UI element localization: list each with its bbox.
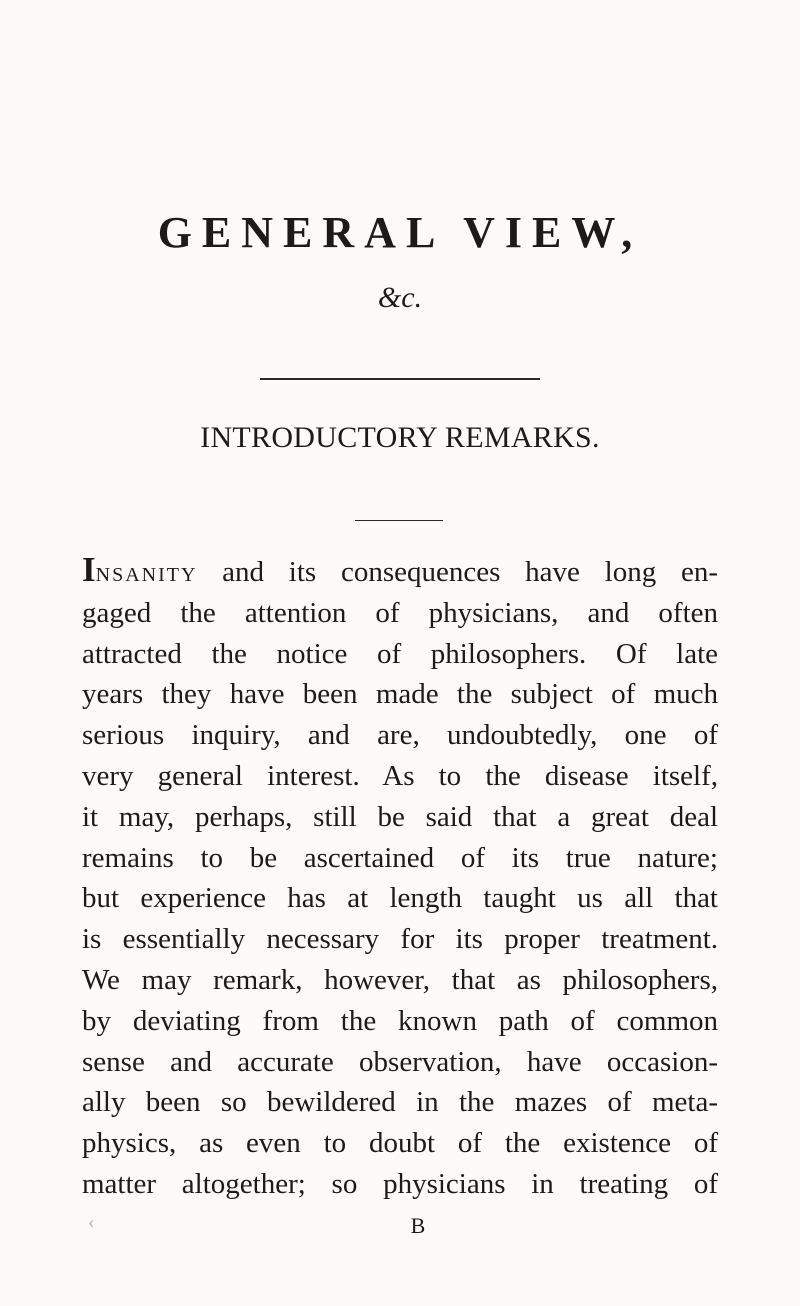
divider-rule	[260, 378, 540, 380]
ink-smudge: ‹	[88, 1211, 95, 1233]
drop-capital: I	[82, 550, 96, 589]
paragraph-line: but experience has at length taught us all that	[82, 882, 718, 915]
paragraph-line: remains to be ascertained of its true nature;	[82, 841, 718, 874]
page-subtitle: &c.	[377, 281, 423, 314]
paragraph-line: very general interest. As to the disease itself,	[82, 759, 718, 792]
paragraph-line: years they have been made the subject of much	[82, 678, 718, 711]
paragraph-line: attracted the notice of philosophers. Of late	[82, 637, 718, 670]
paragraph-line: sense and accurate observation, have occasion-	[82, 1045, 718, 1078]
page-title: GENERAL VIEW,	[157, 208, 643, 257]
small-caps-word: nsanity	[95, 556, 198, 588]
paragraph-line: physics, as even to doubt of the existence of	[82, 1127, 718, 1160]
section-heading: INTRODUCTORY REMARKS.	[200, 421, 600, 454]
paragraph-line: matter altogether; so physicians in treating of	[82, 1167, 718, 1200]
paragraph-line: We may remark, however, that as philosophers,	[82, 963, 718, 996]
body-paragraph	[82, 550, 718, 1205]
paragraph-line: is essentially necessary for its proper treatment.	[82, 923, 718, 956]
paragraph-line	[82, 550, 718, 593]
paragraph-line: serious inquiry, and are, undoubtedly, one of	[82, 719, 718, 752]
paragraph-line: gaged the attention of physicians, and often	[82, 596, 718, 629]
paragraph-line: it may, perhaps, still be said that a great deal	[82, 800, 718, 833]
paragraph-line: ally been so bewildered in the mazes of meta-	[82, 1086, 718, 1119]
short-divider-rule	[355, 520, 443, 521]
signature-mark: B	[410, 1213, 426, 1238]
paragraph-line: by deviating from the known path of common	[82, 1004, 718, 1037]
first-line-text: and its consequences have long en-	[197, 556, 718, 588]
